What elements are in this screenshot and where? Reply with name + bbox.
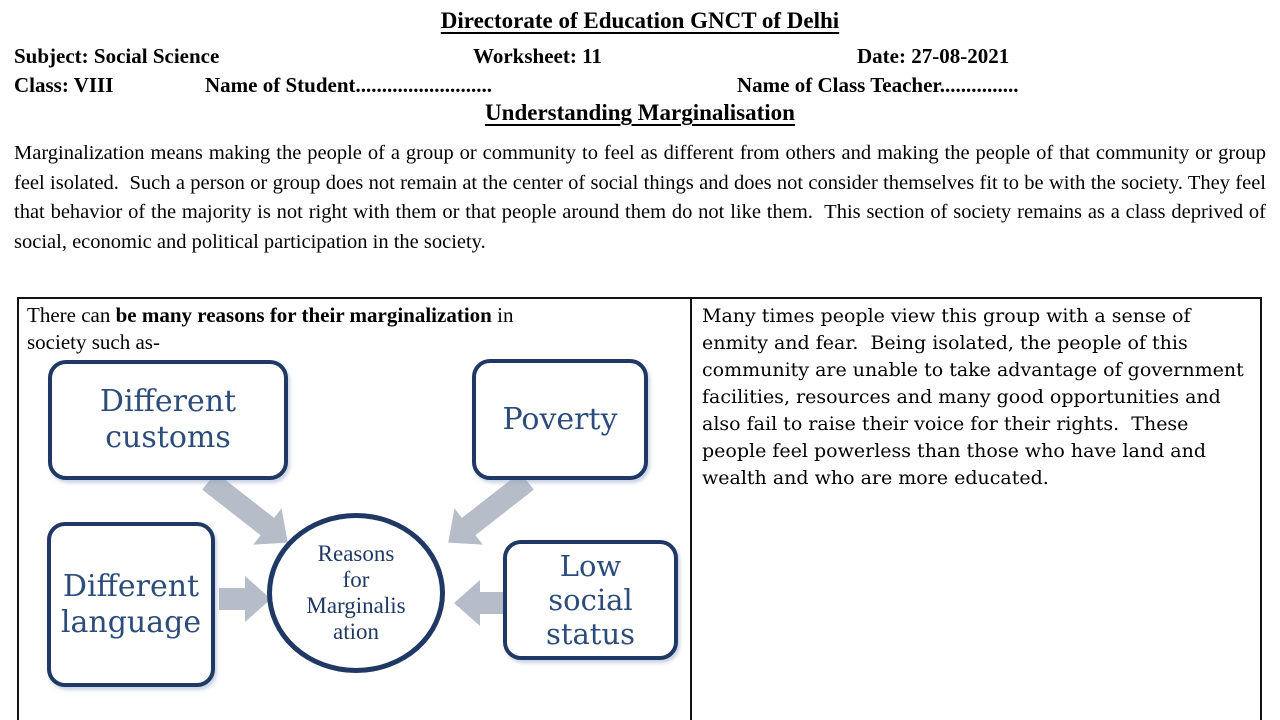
worksheet-label: Worksheet: 11: [473, 44, 602, 68]
center-line-1: Reasons: [317, 541, 395, 566]
date-label: Date: 27-08-2021: [857, 44, 1010, 68]
center-ellipse-label: [306, 541, 405, 645]
reasons-cell: [19, 299, 692, 720]
node-poverty: Poverty: [472, 359, 648, 480]
center-line-2: for: [342, 567, 370, 592]
center-line-4: ation: [332, 619, 379, 644]
doc-title-text: Directorate of Education GNCT of Delhi: [440, 8, 840, 33]
lead-bold: be many reasons for their marginalization: [115, 303, 492, 327]
center-ellipse-reasons-for-marginalisation: [267, 513, 445, 673]
arrow-language-to-center-icon: [219, 576, 271, 622]
student-name-blank: Name of Student..........................: [205, 73, 492, 97]
arrow-status-to-center-icon: [454, 580, 506, 626]
node-low-social-status: Low social status: [503, 540, 678, 660]
teacher-name-blank: Name of Class Teacher...............: [737, 73, 1019, 97]
topic-title: [0, 100, 1280, 126]
lead-prefix: There can: [27, 303, 116, 327]
enmity-cell: Many times people view this group with a sense of enmity and fear. Being isolated, the people of this community are unable to take advantage of government facilities, resources and many good opportunities and also fail to raise their voice for their rights. These people feel powerless than those who have land and wealth and who are more educated.: [702, 305, 1250, 489]
lead-suffix: in: [491, 303, 514, 327]
class-label: Class: VIII: [14, 73, 114, 97]
subject-label: Subject: Social Science: [14, 44, 220, 68]
doc-title: [0, 8, 1280, 34]
center-line-3: Marginalis: [306, 593, 406, 618]
reasons-lead-line2: society such as-: [27, 330, 160, 354]
content-table: [17, 297, 1262, 720]
intro-paragraph: Marginalization means making the people of a group or community to feel as different from others and making the people of that community or group feel isolated. Such a person or group does not remain at the center of social things and does not consider themselves fit to be with the society. They feel that behavior of the majority is not right with them or that people around them do not like them. This section of society remains as a class deprived of social, economic and political participation in the society.: [14, 142, 1272, 253]
node-different-language: Different language: [47, 522, 215, 687]
topic-title-text: Understanding Marginalisation: [485, 100, 795, 125]
node-different-customs: Different customs: [48, 360, 288, 480]
